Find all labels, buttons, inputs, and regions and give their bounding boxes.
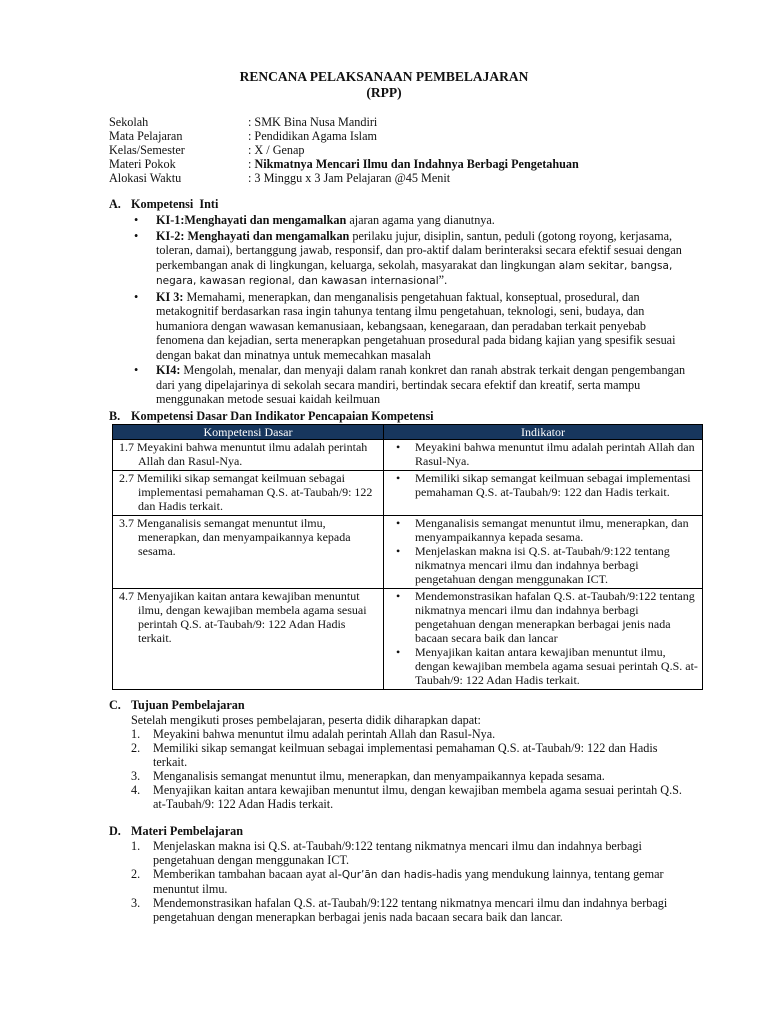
section-title: Materi Pembelajaran bbox=[131, 824, 244, 838]
identity-block bbox=[109, 115, 579, 185]
list-item bbox=[131, 769, 691, 783]
doc-subtitle: (RPP) bbox=[366, 85, 402, 100]
list-item bbox=[131, 727, 691, 741]
info-value-prefix: : bbox=[248, 157, 255, 171]
list-number: 3. bbox=[131, 769, 141, 783]
list-text: Menjelaskan makna isi Q.S. at-Taubah/9:122 tentang nikmatnya mencari ilmu dan indahnya berbagi pengetahuan dengan menggunakan ICT. bbox=[153, 839, 642, 867]
info-row-alokasi bbox=[109, 171, 579, 185]
col-header-indikator: Indikator bbox=[384, 425, 703, 440]
info-value: : SMK Bina Nusa Mandiri bbox=[248, 115, 378, 129]
info-label: Sekolah bbox=[109, 115, 149, 129]
ki-item bbox=[134, 213, 694, 228]
kd-cell bbox=[113, 516, 384, 589]
indikator-cell bbox=[384, 516, 703, 589]
info-value: : 3 Minggu x 3 Jam Pelajaran @45 Menit bbox=[248, 171, 451, 185]
tujuan-list bbox=[131, 713, 691, 811]
indikator-cell bbox=[384, 471, 703, 516]
list-item bbox=[131, 839, 691, 867]
indikator-item: • Mendemonstrasikan hafalan Q.S. at-Taubah/9:122 tentang nikmatnya mencari ilmu dan indahnya berbagi pengetahuan dengan menerapkan berbagai jenis nada bacaan secara baik dan lancar bbox=[387, 589, 699, 645]
info-label: Kelas/Semester bbox=[109, 143, 185, 157]
indikator-item: • Memiliki sikap semangat keilmuan sebagai implementasi pemahaman Q.S. at-Taubah/9: 122 dan Hadis terkait. bbox=[387, 471, 699, 499]
section-letter: B. bbox=[109, 409, 121, 423]
table-row bbox=[113, 440, 703, 471]
info-value bbox=[248, 157, 579, 171]
table-header-row bbox=[113, 425, 703, 440]
section-letter: D. bbox=[109, 824, 121, 838]
kd-cell bbox=[113, 440, 384, 471]
info-row-kelas bbox=[109, 143, 579, 157]
ki-item bbox=[134, 363, 694, 407]
section-c-heading bbox=[109, 698, 245, 713]
info-row-mapel bbox=[109, 129, 579, 143]
ki-text: perilaku jujur, disiplin, santun, peduli (gotong royong, kerjasama, toleran, damai), bertanggung jawab, responsif, dan pro-aktif dalam berinteraksi secara efektif sesuai dengan perkembangan anak di lingkungan, keluarga, sekolah, masyarakat dan lingkungan bbox=[156, 228, 682, 272]
list-text-sans: Qur’ān dan hadis bbox=[341, 869, 433, 881]
table-row bbox=[113, 471, 703, 516]
list-text: Memberikan tambahan bacaan ayat al- bbox=[153, 867, 342, 881]
ki-item bbox=[134, 229, 694, 289]
kd-cell bbox=[113, 589, 384, 690]
section-title: Kompetensi Dasar Dan Indikator Pencapaian Kompetensi bbox=[131, 409, 434, 423]
kd-text: 3.7 Menganalisis semangat menuntut ilmu, menerapkan, dan menyampaikannya kepada sesama. bbox=[119, 516, 351, 558]
section-b-heading bbox=[109, 409, 434, 424]
info-label: Mata Pelajaran bbox=[109, 129, 183, 143]
indikator-item: • Menyajikan kaitan antara kewajiban menuntut ilmu, dengan kewajiban membela agama sesuai perintah Q.S. at-Taubah/9: 122 Adan Hadis terkait. bbox=[387, 645, 699, 687]
list-item bbox=[131, 783, 691, 811]
materi-list bbox=[131, 839, 691, 924]
kd-indikator-table bbox=[112, 424, 703, 690]
indikator-item: • Menganalisis semangat menuntut ilmu, menerapkan, dan menyampaikannya kepada sesama. bbox=[387, 516, 699, 544]
section-letter: A. bbox=[109, 197, 121, 211]
section-d-heading bbox=[109, 824, 243, 839]
list-number: 1. bbox=[131, 727, 141, 741]
ki-item bbox=[134, 290, 694, 363]
list-number: 3. bbox=[131, 896, 141, 910]
ki-text: Mengolah, menalar, dan menyaji dalam ranah konkret dan ranah abstrak terkait dengan pengembangan dari yang dipelajarinya di sekolah secara mandiri, bertindak secara efektif dan kreatif, serta mampu menggunakan metode sesuai kaidah keilmuan bbox=[156, 363, 686, 406]
info-row-sekolah bbox=[109, 115, 579, 129]
ki-text: ajaran agama yang dianutnya. bbox=[346, 213, 495, 227]
ki-bold: KI-2: Menghayati dan mengamalkan bbox=[156, 228, 350, 243]
list-item bbox=[131, 741, 691, 769]
doc-title: RENCANA PELAKSANAAN PEMBELAJARAN bbox=[239, 69, 529, 84]
section-letter: C. bbox=[109, 698, 121, 712]
indikator-item: • Menjelaskan makna isi Q.S. at-Taubah/9:122 tentang nikmatnya mencari ilmu dan indahnya berbagi pengetahuan dengan menggunakan ICT. bbox=[387, 544, 699, 586]
info-value: : Pendidikan Agama Islam bbox=[248, 129, 377, 143]
ki-bold: KI 3: bbox=[156, 289, 184, 304]
list-item bbox=[131, 867, 691, 896]
section-title: Kompetensi Inti bbox=[131, 197, 219, 211]
ki-bold: KI-1:Menghayati dan mengamalkan bbox=[156, 213, 347, 227]
kompetensi-inti-list bbox=[134, 213, 694, 408]
ki-text: Memahami, menerapkan, dan menganalisis pengetahuan faktual, konseptual, prosedural, dan metakognitif berdasarkan rasa ingin tahunya tentang ilmu pengetahuan, teknologi, seni, budaya, dan humaniora dengan wawasan kemanusiaan, kebangsaan, kenegaraan, dan peradaban terkait penyebab fenomena dan kejadian, serta menerapkan pengetahuan prosedural pada bidang kajian yang spesifik sesuai dengan bakat dan minatnya untuk memecahkan masalah bbox=[156, 289, 676, 362]
info-label: Materi Pokok bbox=[109, 157, 176, 171]
ki-text-tail: ”. bbox=[438, 273, 448, 287]
list-number: 2. bbox=[131, 741, 141, 755]
list-text: Menganalisis semangat menuntut ilmu, menerapkan, dan menyampaikannya kepada sesama. bbox=[153, 769, 605, 783]
info-row-materi bbox=[109, 157, 579, 171]
indikator-cell bbox=[384, 589, 703, 690]
tujuan-intro: Setelah mengikuti proses pembelajaran, peserta didik diharapkan dapat: bbox=[131, 713, 481, 727]
kd-text: 4.7 Menyajikan kaitan antara kewajiban menuntut ilmu, dengan kewajiban membela agama sesuai perintah Q.S. at-Taubah/9: 122 Adan Hadis terkait. bbox=[119, 589, 367, 645]
info-value: : X / Genap bbox=[248, 143, 305, 157]
kd-cell bbox=[113, 471, 384, 516]
list-number: 4. bbox=[131, 783, 141, 797]
section-title: Tujuan Pembelajaran bbox=[131, 698, 245, 712]
list-text: Menyajikan kaitan antara kewajiban menuntut ilmu, dengan kewajiban membela agama sesuai perintah Q.S. at-Taubah/9: 122 Adan Hadis terkait. bbox=[153, 783, 682, 811]
kd-text: 2.7 Memiliki sikap semangat keilmuan sebagai implementasi pemahaman Q.S. at-Taubah/9: 122 dan Hadis terkait. bbox=[119, 471, 373, 513]
info-label: Alokasi Waktu bbox=[109, 171, 182, 185]
ki-text-sans: alam sekitar, bangsa, negara, kawasan regional, dan kawasan internasional bbox=[156, 259, 673, 287]
indikator-cell bbox=[384, 440, 703, 471]
list-text-post: -hadis yang mendukung lainnya, tentang gemar menuntut ilmu. bbox=[153, 867, 664, 896]
col-header-kd: Kompetensi Dasar bbox=[113, 425, 384, 440]
list-text: Meyakini bahwa menuntut ilmu adalah perintah Allah dan Rasul-Nya. bbox=[153, 727, 496, 741]
table-row bbox=[113, 516, 703, 589]
indikator-item: • Meyakini bahwa menuntut ilmu adalah perintah Allah dan Rasul-Nya. bbox=[387, 440, 699, 468]
list-number: 2. bbox=[131, 867, 141, 881]
kd-text: 1.7 Meyakini bahwa menuntut ilmu adalah perintah Allah dan Rasul-Nya. bbox=[119, 440, 368, 468]
info-value-bold: Nikmatnya Mencari Ilmu dan Indahnya Berbagi Pengetahuan bbox=[254, 157, 579, 171]
list-text: Mendemonstrasikan hafalan Q.S. at-Taubah/9:122 tentang nikmatnya mencari ilmu dan indahnya berbagi pengetahuan dengan menerapkan berbagai jenis nada bacaan secara baik dan lancar. bbox=[153, 896, 668, 924]
section-a-heading bbox=[109, 197, 218, 212]
list-number: 1. bbox=[131, 839, 141, 853]
list-item bbox=[131, 896, 691, 924]
list-text: Memiliki sikap semangat keilmuan sebagai implementasi pemahaman Q.S. at-Taubah/9: 122 dan Hadis terkait. bbox=[153, 741, 658, 769]
table-row bbox=[113, 589, 703, 690]
ki-bold: KI4: bbox=[156, 363, 181, 377]
